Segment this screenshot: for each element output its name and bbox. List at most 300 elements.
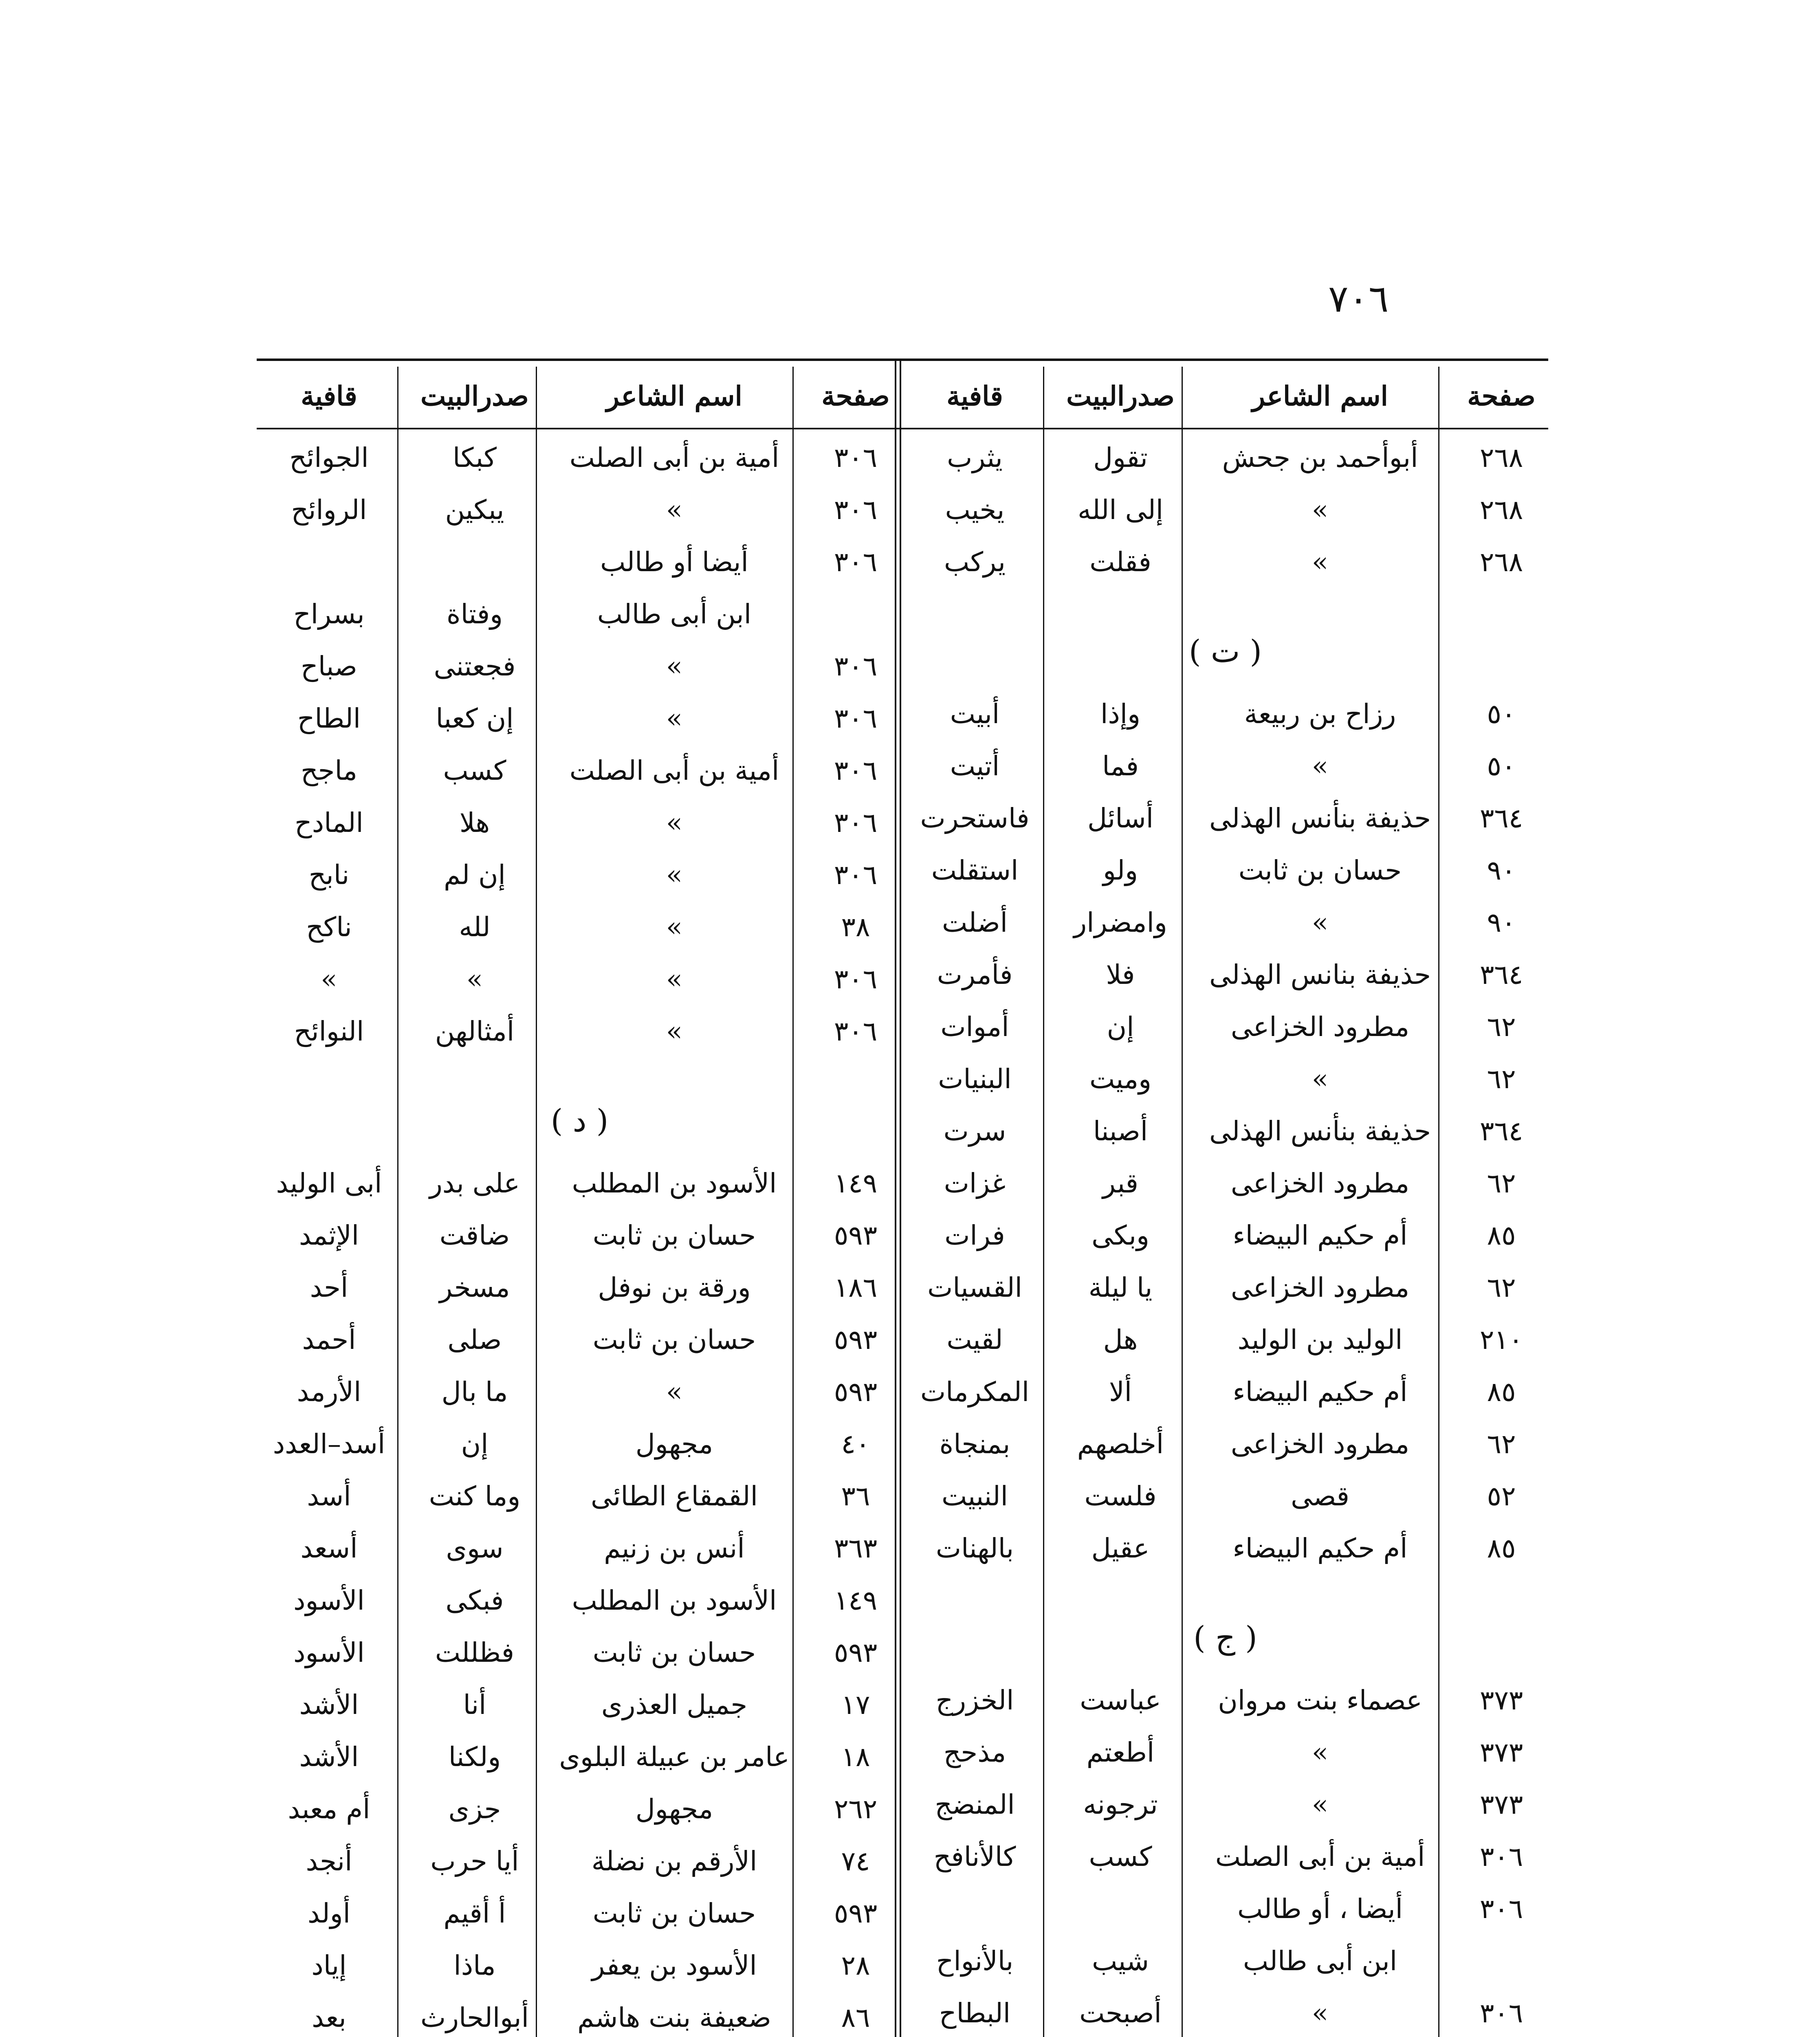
rhyme-cell: بعد xyxy=(312,2002,346,2033)
verse-start-cell: ما بال xyxy=(441,1376,508,1408)
index-row xyxy=(902,1779,1548,1831)
page-cell: ٨٥ xyxy=(1487,1376,1516,1408)
index-row xyxy=(902,1883,1548,1935)
index-row xyxy=(257,1627,902,1679)
verse-start-cell: جزى xyxy=(448,1793,501,1825)
poet-cell: » xyxy=(666,703,683,734)
poet-cell: ابن أبى طالب xyxy=(597,598,752,630)
rhyme-cell: الأسود xyxy=(293,1585,365,1616)
separator-start-poet xyxy=(1182,367,1183,2037)
poet-cell: » xyxy=(1312,1063,1329,1095)
poet-cell: حسان بن ثابت xyxy=(592,1637,756,1668)
rhyme-cell: أحمد xyxy=(302,1324,356,1355)
rhyme-cell: الأشد xyxy=(299,1689,359,1720)
rhyme-cell: استقلت xyxy=(931,855,1019,886)
poet-cell: رزاح بن ربيعة xyxy=(1244,698,1396,730)
header-page: صفحة xyxy=(821,380,890,412)
rhyme-cell: المنضج xyxy=(935,1789,1015,1820)
page-cell: ٣٠٦ xyxy=(834,442,878,473)
page-cell: ٣٠٦ xyxy=(1479,1893,1523,1925)
rhyme-cell: نابح xyxy=(308,859,350,891)
verse-start-cell: وبكى xyxy=(1092,1220,1149,1251)
verse-start-cell: إن xyxy=(1107,1011,1134,1043)
section-heading: ( د ) xyxy=(550,1102,609,1139)
rhyme-cell: الروائح xyxy=(291,494,367,526)
poet-cell: أمية بن أبى الصلت xyxy=(569,755,779,786)
verse-start-cell: أسائل xyxy=(1087,803,1154,834)
page-cell: ٣٨ xyxy=(841,911,870,943)
index-row xyxy=(257,1835,902,1887)
index-row xyxy=(257,1314,902,1366)
page-cell: ٧٤ xyxy=(841,1846,870,1877)
poet-cell: حذيفة بنأنس الهذلى xyxy=(1209,803,1431,834)
poet-cell: أيضا ، أو طالب xyxy=(1237,1893,1403,1925)
page-cell: ٦٢ xyxy=(1487,1168,1516,1199)
page-cell: ٣٦٣ xyxy=(834,1533,878,1564)
page-cell: ٥٠ xyxy=(1487,698,1516,730)
index-row xyxy=(902,1674,1548,1727)
index-row xyxy=(257,1887,902,1940)
poet-cell: الوليد بن الوليد xyxy=(1237,1324,1403,1355)
rhyme-cell: أحد xyxy=(310,1272,348,1303)
page-cell: ٤٠ xyxy=(841,1428,870,1460)
separator-rhyme-start xyxy=(397,367,398,2037)
section-gap xyxy=(257,1058,902,1082)
index-row xyxy=(902,484,1548,536)
poet-cell: أنس بن زنيم xyxy=(604,1533,745,1564)
verse-start-cell: فظللت xyxy=(435,1637,515,1668)
rhyme-cell: أضلت xyxy=(942,907,1008,938)
rhyme-cell: النبيت xyxy=(941,1480,1008,1512)
rhyme-cell: أم معبد xyxy=(288,1793,370,1825)
rhyme-cell: الإثمد xyxy=(299,1220,359,1251)
index-row xyxy=(902,949,1548,1001)
poet-cell: » xyxy=(1312,546,1329,578)
index-row xyxy=(902,1831,1548,1883)
header-rhyme: قافية xyxy=(301,380,357,412)
verse-start-cell: وامضرار xyxy=(1074,907,1167,938)
poet-cell: » xyxy=(1312,1789,1329,1820)
rhyme-cell: فرات xyxy=(944,1220,1005,1251)
rhyme-cell: يركب xyxy=(944,546,1006,578)
index-row xyxy=(257,536,902,588)
index-row xyxy=(902,1210,1548,1262)
page-cell: ٥٩٣ xyxy=(834,1637,878,1668)
poet-cell: حذيفة بنانس الهذلى xyxy=(1209,959,1431,990)
page-cell: ٣٧٣ xyxy=(1479,1789,1523,1820)
verse-start-cell: ضاقت xyxy=(439,1220,510,1251)
rhyme-cell: ناكح xyxy=(306,911,352,943)
page-cell: ٦٢ xyxy=(1487,1428,1516,1460)
poet-cell: حسان بن ثابت xyxy=(1238,855,1402,886)
rhyme-cell: الأسود xyxy=(293,1637,365,1668)
page-cell: ٣٠٦ xyxy=(834,859,878,891)
page-cell: ٢١٠ xyxy=(1479,1324,1523,1355)
verse-start-cell: ولكنا xyxy=(448,1741,501,1773)
verse-start-cell: أصبحت xyxy=(1079,1997,1162,2029)
index-row xyxy=(902,1987,1548,2037)
rhyme-cell: بالهنات xyxy=(935,1533,1014,1564)
rhyme-cell: يخيب xyxy=(945,494,1005,526)
index-row xyxy=(902,897,1548,949)
verse-start-cell: إلى الله xyxy=(1077,494,1164,526)
rhyme-cell: البنيات xyxy=(938,1063,1012,1095)
page-cell: ٩٠ xyxy=(1487,855,1516,886)
index-row xyxy=(257,432,902,484)
index-row xyxy=(257,1157,902,1210)
header-verse-start: صدرالبيت xyxy=(1066,380,1175,412)
verse-start-cell: كسب xyxy=(1089,1841,1152,1872)
verse-start-cell: إن كعبا xyxy=(436,703,514,734)
poet-cell: » xyxy=(666,1016,683,1047)
poet-cell: مطرود الخزاعى xyxy=(1230,1428,1410,1460)
poet-cell: أم حكيم البيضاء xyxy=(1232,1220,1408,1251)
separator-poet-page xyxy=(792,367,794,2037)
page-cell: ٣٠٦ xyxy=(1479,1997,1523,2029)
poet-cell: » xyxy=(666,1376,683,1408)
page-cell: ٣٧٣ xyxy=(1479,1737,1523,1768)
index-row xyxy=(257,1522,902,1575)
index-row xyxy=(257,1470,902,1522)
verse-start-cell: فقلت xyxy=(1089,546,1151,578)
index-row xyxy=(257,1731,902,1783)
poet-cell: » xyxy=(1312,1997,1329,2029)
index-row xyxy=(257,693,902,745)
index-row xyxy=(902,1157,1548,1210)
section-heading: ( ج ) xyxy=(1193,1619,1257,1656)
rhyme-cell: كالأنافح xyxy=(933,1841,1016,1872)
rhyme-cell: أسد xyxy=(307,1480,351,1512)
rhyme-cell: الخزرج xyxy=(935,1685,1014,1716)
page-cell: ٣٠٦ xyxy=(834,755,878,786)
verse-start-cell: أيا حرب xyxy=(430,1846,519,1877)
page-cell: ٥٩٣ xyxy=(834,1898,878,1929)
rhyme-cell: النوائح xyxy=(294,1016,364,1047)
rhyme-cell: فاستحرت xyxy=(920,803,1030,834)
page-cell: ٥٢ xyxy=(1487,1480,1516,1512)
page-cell: ١٨ xyxy=(841,1741,870,1773)
poet-cell: » xyxy=(1312,1737,1329,1768)
verse-start-cell: يا ليلة xyxy=(1088,1272,1153,1303)
verse-start-cell: أطعتم xyxy=(1086,1737,1155,1768)
verse-start-cell: عقيل xyxy=(1091,1533,1150,1564)
verse-start-cell: فما xyxy=(1102,750,1139,782)
index-row xyxy=(902,1105,1548,1157)
separator-poet-page xyxy=(1438,367,1439,2037)
verse-start-cell: شيب xyxy=(1092,1945,1149,1977)
verse-start-cell: أبوالحارث xyxy=(420,2002,529,2033)
page-cell: ١٤٩ xyxy=(834,1168,878,1199)
verse-start-cell: أمثالهن xyxy=(435,1016,515,1047)
section-heading: ( ت ) xyxy=(1188,633,1262,669)
index-row xyxy=(902,1418,1548,1470)
page-cell: ١٤٩ xyxy=(834,1585,878,1616)
rhyme-cell: يثرب xyxy=(947,442,1003,473)
header-poet: اسم الشاعر xyxy=(1252,380,1388,412)
index-row xyxy=(902,1522,1548,1575)
rhyme-cell: بالأنواح xyxy=(936,1945,1014,1977)
poet-cell: » xyxy=(666,807,683,838)
page-cell: ٣٠٦ xyxy=(834,703,878,734)
verse-start-cell: ترجونه xyxy=(1083,1789,1158,1820)
verse-start-cell: فجعتنى xyxy=(434,651,516,682)
rhyme-cell: الأرمد xyxy=(297,1376,361,1408)
header-rhyme: قافية xyxy=(946,380,1003,412)
page-cell: ٣٦٤ xyxy=(1479,1115,1523,1147)
index-row xyxy=(902,536,1548,588)
rhyme-cell: بمنجاة xyxy=(939,1428,1010,1460)
verse-start-cell: أخلصهم xyxy=(1077,1428,1164,1460)
rhyme-cell: أبى الوليد xyxy=(276,1168,382,1199)
index-row xyxy=(257,1005,902,1058)
poet-cell: » xyxy=(666,494,683,526)
index-row xyxy=(257,1262,902,1314)
separator-start-poet xyxy=(536,367,537,2037)
rhyme-cell: أنجد xyxy=(306,1846,352,1877)
page-cell: ٦٢ xyxy=(1487,1063,1516,1095)
page-cell: ٢٦٨ xyxy=(1479,442,1523,473)
index-row xyxy=(902,1366,1548,1418)
header-page: صفحة xyxy=(1467,380,1536,412)
page-cell: ٣٠٦ xyxy=(834,807,878,838)
rhyme-cell: الطاح xyxy=(297,703,361,734)
poet-cell: مجهول xyxy=(635,1793,713,1825)
rhyme-cell: ماجح xyxy=(301,755,357,786)
poet-cell: » xyxy=(666,859,683,891)
rhyme-cell: » xyxy=(321,964,337,995)
poet-cell: الأرقم بن نضلة xyxy=(591,1846,757,1877)
poet-cell: أيضا أو طالب xyxy=(600,546,748,578)
index-row xyxy=(257,1783,902,1835)
index-row xyxy=(257,1418,902,1470)
poet-cell: ورقة بن نوفل xyxy=(598,1272,751,1303)
poet-cell: أم حكيم البيضاء xyxy=(1232,1376,1408,1408)
index-row xyxy=(902,688,1548,740)
header-verse-start: صدرالبيت xyxy=(420,380,529,412)
poet-cell: القمقاع الطائى xyxy=(591,1480,758,1512)
poet-cell: عصماء بنت مروان xyxy=(1218,1685,1422,1716)
index-row xyxy=(902,845,1548,897)
rhyme-cell: أتيت xyxy=(950,750,1000,782)
poet-cell: » xyxy=(666,651,683,682)
index-row xyxy=(902,1727,1548,1779)
rhyme-cell: أبيت xyxy=(950,698,1000,730)
poet-cell: أم حكيم البيضاء xyxy=(1232,1533,1408,1564)
rhyme-cell: أسعد xyxy=(300,1533,358,1564)
index-row xyxy=(902,1262,1548,1314)
index-row xyxy=(902,1935,1548,1987)
page-cell: ٨٥ xyxy=(1487,1220,1516,1251)
verse-start-cell: ماذا xyxy=(453,1950,496,1981)
verse-start-cell: فلا xyxy=(1106,959,1135,990)
verse-start-cell: فبكى xyxy=(445,1585,504,1616)
index-row xyxy=(257,1679,902,1731)
verse-start-cell: وما كنت xyxy=(429,1480,521,1512)
poet-cell: قصى xyxy=(1291,1480,1349,1512)
index-row xyxy=(902,1053,1548,1105)
page-cell: ٥٩٣ xyxy=(834,1220,878,1251)
page-cell: ٣٠٦ xyxy=(1479,1841,1523,1872)
verse-start-cell: يبكين xyxy=(445,494,504,526)
rhyme-cell: الجوائح xyxy=(289,442,369,473)
verse-start-cell: هل xyxy=(1103,1324,1138,1355)
verse-start-cell: كسب xyxy=(443,755,506,786)
page-cell: ٣٠٦ xyxy=(834,546,878,578)
page-cell: ٥٩٣ xyxy=(834,1324,878,1355)
index-row xyxy=(257,849,902,901)
rhyme-cell: فأمرت xyxy=(937,959,1013,990)
poet-cell: حسان بن ثابت xyxy=(592,1220,756,1251)
column-header xyxy=(257,363,902,432)
index-row xyxy=(257,1366,902,1418)
separator-rhyme-start xyxy=(1043,367,1044,2037)
index-row xyxy=(902,1314,1548,1366)
left-column xyxy=(257,363,902,2037)
rhyme-cell: مذحج xyxy=(943,1737,1006,1768)
poet-cell: » xyxy=(666,911,683,943)
verse-start-cell: » xyxy=(466,964,483,995)
poet-cell: عامر بن عبيلة البلوى xyxy=(559,1741,790,1773)
page-cell: ٢٨ xyxy=(841,1950,870,1981)
index-row xyxy=(257,1210,902,1262)
index-row xyxy=(257,1940,902,1992)
rhyme-cell: أسد–العدد xyxy=(273,1428,385,1460)
page-cell: ٥٠ xyxy=(1487,750,1516,782)
poet-cell: » xyxy=(1312,907,1329,938)
poet-cell: ضعيفة بنت هاشم xyxy=(577,2002,771,2033)
poet-cell: مجهول xyxy=(635,1428,713,1460)
page-cell: ٨٥ xyxy=(1487,1533,1516,1564)
verse-start-cell: صلى xyxy=(447,1324,502,1355)
poet-cell: حسان بن ثابت xyxy=(592,1898,756,1929)
index-row xyxy=(257,484,902,536)
verse-start-cell: إن xyxy=(461,1428,489,1460)
poet-cell: أمية بن أبى الصلت xyxy=(1215,1841,1425,1872)
poet-cell: مطرود الخزاعى xyxy=(1230,1168,1410,1199)
page-cell: ٢٦٨ xyxy=(1479,494,1523,526)
poet-cell: جميل العذرى xyxy=(601,1689,748,1720)
page-cell: ٣٠٦ xyxy=(834,651,878,682)
right-column xyxy=(902,363,1548,2037)
index-row xyxy=(902,432,1548,484)
page-cell: ٣٠٦ xyxy=(834,494,878,526)
poet-cell: » xyxy=(1312,750,1329,782)
verse-start-cell: أنا xyxy=(463,1689,486,1720)
page-cell: ٣٦٤ xyxy=(1479,803,1523,834)
page-cell: ٦٢ xyxy=(1487,1272,1516,1303)
page-cell: ٢٦٢ xyxy=(834,1793,878,1825)
section-gap xyxy=(902,1575,1548,1599)
verse-start-cell: قبر xyxy=(1103,1168,1138,1199)
page-cell: ٣٠٦ xyxy=(834,964,878,995)
verse-start-cell: لله xyxy=(459,911,491,943)
verse-start-cell: وإذا xyxy=(1100,698,1140,730)
verse-start-cell: مسخر xyxy=(439,1272,510,1303)
page-cell: ٩٠ xyxy=(1487,907,1516,938)
poet-cell: » xyxy=(666,964,683,995)
rhyme-cell: الأشد xyxy=(299,1741,359,1773)
rhyme-cell: أولد xyxy=(308,1898,350,1929)
verse-start-cell: تقول xyxy=(1093,442,1148,473)
column-header xyxy=(902,363,1548,432)
rhyme-cell: البطاح xyxy=(939,1997,1011,2029)
page-cell: ٣٧٣ xyxy=(1479,1685,1523,1716)
index-row xyxy=(257,640,902,693)
rhyme-cell: لقيت xyxy=(946,1324,1003,1355)
index-row xyxy=(902,1001,1548,1053)
verse-start-cell: وميت xyxy=(1089,1063,1151,1095)
page-cell: ٣٦ xyxy=(841,1480,870,1512)
index-row xyxy=(257,588,902,640)
rhyme-cell: إياد xyxy=(311,1950,347,1981)
rhyme-cell: أموات xyxy=(940,1011,1009,1043)
verse-start-cell: أ أقيم xyxy=(443,1898,506,1929)
verse-start-cell: إن لم xyxy=(444,859,506,891)
page-cell: ٣٠٦ xyxy=(834,1016,878,1047)
poet-cell: حسان بن ثابت xyxy=(592,1324,756,1355)
poet-cell: حذيفة بنأنس الهذلى xyxy=(1209,1115,1431,1147)
rhyme-cell: غزات xyxy=(944,1168,1006,1199)
index-row xyxy=(257,1575,902,1627)
index-row xyxy=(902,1470,1548,1522)
rhyme-cell: المكرمات xyxy=(920,1376,1030,1408)
top-rule xyxy=(257,359,1548,361)
page-cell: ١٨٦ xyxy=(834,1272,878,1303)
index-row xyxy=(902,792,1548,845)
page-cell: ٥٩٣ xyxy=(834,1376,878,1408)
index-row xyxy=(257,901,902,953)
section-gap xyxy=(902,588,1548,613)
poet-cell: أمية بن أبى الصلت xyxy=(569,442,779,473)
index-row xyxy=(257,797,902,849)
rhyme-cell: بسراح xyxy=(293,598,365,630)
poet-cell: مطرود الخزاعى xyxy=(1230,1011,1410,1043)
verse-start-cell: ألا xyxy=(1109,1376,1132,1408)
page-cell: ٦٢ xyxy=(1487,1011,1516,1043)
poet-cell: أبوأحمد بن جحش xyxy=(1222,442,1418,473)
rhyme-cell: سرت xyxy=(943,1115,1006,1147)
poet-cell: الأسود بن يعفر xyxy=(592,1950,757,1981)
verse-start-cell: ولو xyxy=(1103,855,1138,886)
rhyme-cell: القسيات xyxy=(927,1272,1022,1303)
verse-start-cell: عباست xyxy=(1080,1685,1161,1716)
verse-start-cell: فلست xyxy=(1084,1480,1157,1512)
page-cell: ٣٦٤ xyxy=(1479,959,1523,990)
poet-cell: الأسود بن المطلب xyxy=(572,1168,777,1199)
verse-start-cell: كبكا xyxy=(453,442,497,473)
poet-cell: مطرود الخزاعى xyxy=(1230,1272,1410,1303)
verse-start-cell: على بدر xyxy=(429,1168,520,1199)
header-poet: اسم الشاعر xyxy=(606,380,742,412)
poet-cell: الأسود بن المطلب xyxy=(572,1585,777,1616)
poet-cell: » xyxy=(1312,494,1329,526)
index-row xyxy=(257,745,902,797)
verse-start-cell: أصبنا xyxy=(1093,1115,1148,1147)
page-cell: ٢٦٨ xyxy=(1479,546,1523,578)
index-row xyxy=(902,740,1548,792)
rhyme-cell: صباح xyxy=(301,651,357,682)
page-cell: ١٧ xyxy=(841,1689,870,1720)
index-row xyxy=(257,953,902,1005)
index-row xyxy=(257,1992,902,2037)
page-number: ٧٠٦ xyxy=(1328,277,1389,321)
verse-start-cell: وفتاة xyxy=(446,598,503,630)
verse-start-cell: هلا xyxy=(459,807,490,838)
verse-start-cell: سوى xyxy=(446,1533,504,1564)
poet-cell: ابن أبى طالب xyxy=(1243,1945,1397,1977)
page-cell: ٨٦ xyxy=(841,2002,870,2033)
rhyme-cell: المادح xyxy=(295,807,363,838)
